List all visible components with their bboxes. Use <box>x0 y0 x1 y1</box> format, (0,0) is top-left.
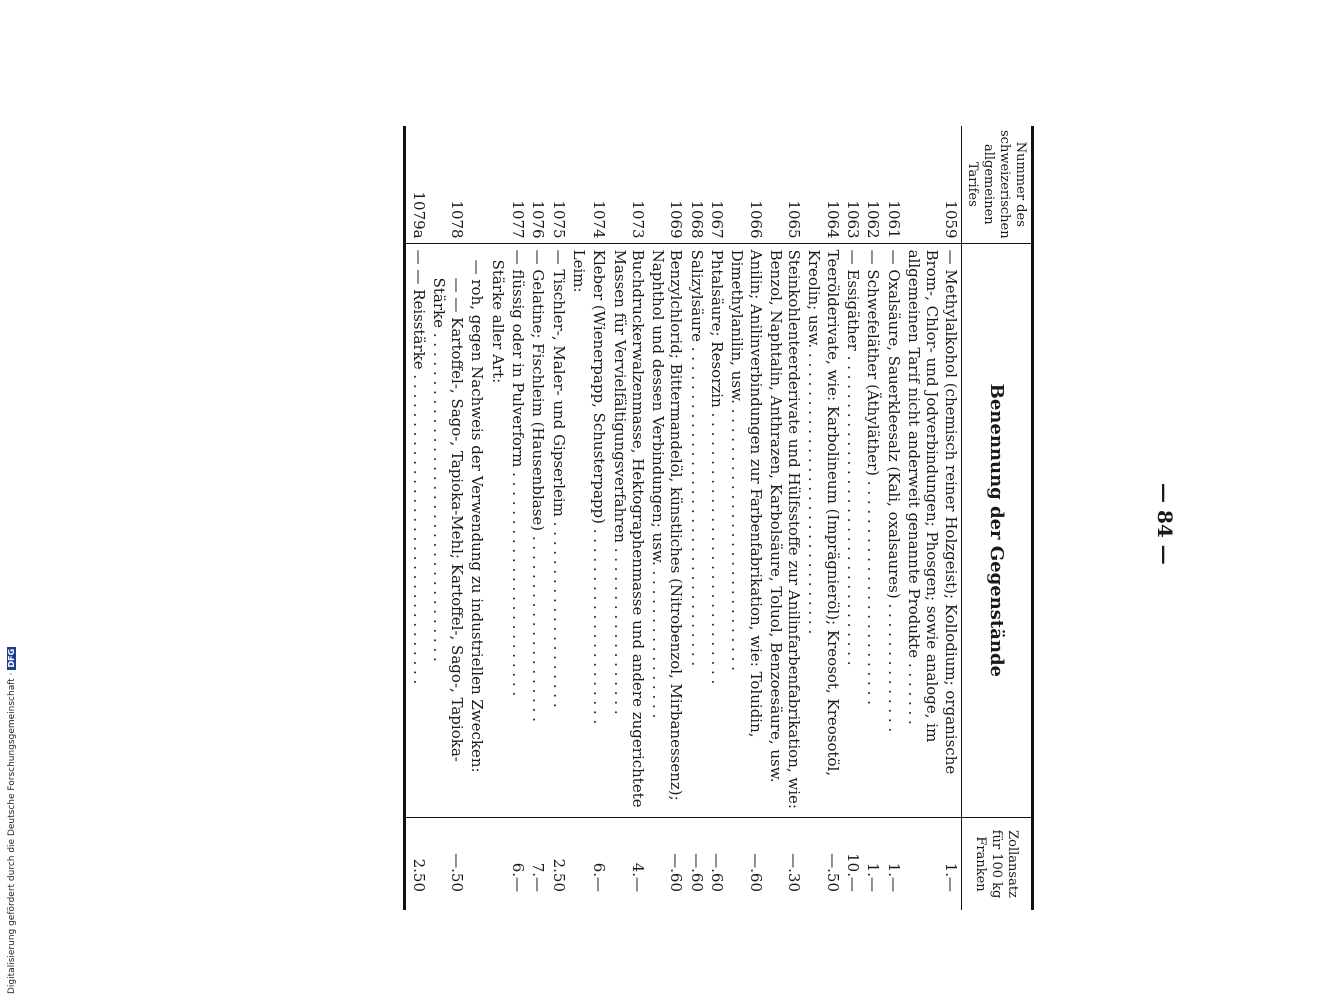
table-row <box>508 126 528 910</box>
table-row <box>648 126 687 910</box>
duty-rate: 6.— <box>509 862 528 892</box>
footer-text: Digitalisierung gefördert durch die Deutsche Forschungsgemeinschaft · <box>7 672 17 994</box>
tariff-number: 1074 <box>590 200 609 239</box>
table-row <box>707 126 727 910</box>
duty-rate: 1.— <box>864 862 883 892</box>
tariff-number: 1077 <box>509 200 528 239</box>
duty-rate: 1.— <box>884 862 903 892</box>
tariff-number: 1079a <box>405 126 429 243</box>
item-description: Leim: <box>569 243 589 817</box>
tariff-number: 1064 <box>823 200 842 239</box>
item-description: — flüssig oder in Pulverform . . . . . . . . . . . . . . . . . . . . . . . . <box>508 243 528 817</box>
table-row <box>528 126 548 910</box>
item-description: Buchdruckerwalzenmasse, Hektographenmasse und andere zugerichtete Massen für Vervielfältigungsverfahren . . . . . . . . . . . . . . . . . . <box>609 243 648 817</box>
item-description: — — Reisstärke . . . . . . . . . . . . . . . . . . . . . . . . . . . . . . . . . <box>405 243 429 817</box>
table-row <box>727 126 766 910</box>
duty-rate <box>569 818 589 911</box>
table-body <box>405 126 961 910</box>
table-row <box>686 126 706 910</box>
duty-rate: 10.— <box>844 853 863 892</box>
table-row <box>569 126 589 910</box>
dfg-logo: DFG <box>7 648 16 668</box>
duty-rate: —.60 <box>708 853 726 892</box>
tariff-number: 1063 <box>844 200 863 239</box>
tariff-number: 1076 <box>529 200 548 239</box>
tariff-number: 1059 <box>941 200 960 239</box>
item-description: — Methylalkohol (chemisch reiner Holzgeist); Kollodium; organische Brom-, Chlor- und Jodverbindungen; Phosgen; sowie analoge, im allgemeinen Tarif nicht anderweit genannte Produkte . . . . . . . <box>904 243 961 817</box>
item-description: — Essigäther . . . . . . . . . . . . . . . . . . . . . . . . . . . . . . . . . <box>843 243 863 817</box>
table-header-row <box>961 126 1032 910</box>
header-description: Benennung der Gegenstände <box>961 243 1032 817</box>
table-row <box>863 126 883 910</box>
tariff-number <box>569 126 589 243</box>
item-description: — Tischler-, Maler- und Gipserleim . . . . . . . . . . . . . . . . . . . . <box>548 243 568 817</box>
table-row <box>467 126 487 910</box>
item-description: Phtalsäure; Resorzin . . . . . . . . . . . . . . . . . . . . . . . . . . . . . <box>707 243 727 817</box>
tariff-number: 1069 <box>667 200 686 239</box>
header-rate: Zollansatz für 100 kg Franken <box>961 818 1032 911</box>
duty-rate: 2.50 <box>405 818 429 911</box>
tariff-number: 1073 <box>628 200 647 239</box>
tariff-number <box>487 126 507 243</box>
table-row <box>883 126 903 910</box>
page-number: — 84 — <box>1153 483 1177 565</box>
table-row <box>589 126 609 910</box>
rotated-table <box>250 126 1034 910</box>
table-row <box>766 126 805 910</box>
table-row <box>429 126 468 910</box>
item-description: — Schwefeläther (Äthyläther) . . . . . . . . . . . . . . . . . . . . . . . . <box>863 243 883 817</box>
table-row <box>904 126 961 910</box>
duty-rate: 4.— <box>628 862 647 892</box>
item-description: — Oxalsäure, Sauerkleesalz (Kali, oxalsaures) . . . . . . . . . . . . . . <box>883 243 903 817</box>
tariff-number: 1068 <box>687 200 706 239</box>
tariff-number: 1078 <box>448 200 467 239</box>
duty-rate: —.50 <box>823 853 842 892</box>
item-description: Anilin; Anilinverbindungen zur Farbenfabrikation, wie: Toluidin, Dimethylanilin, usw. . . . . . . . . . . . . . . . . . . . . . . . . . . . . <box>727 243 766 817</box>
duty-rate <box>487 818 507 911</box>
footer-credit <box>7 647 17 994</box>
item-description: Teerölderivate, wie: Karbolineum (Imprägnieröl); Kreosot, Kreosotöl, Kreolin; usw. . . . . . . . . . . . . . . . . . . . . . . . . . . . . . . <box>804 243 843 817</box>
tariff-table <box>403 126 1034 910</box>
item-description: Salizylsäure . . . . . . . . . . . . . . . . . . . . . . . . . . . . . . . . . . <box>686 243 706 817</box>
tariff-number: 1075 <box>549 200 568 239</box>
tariff-number: 1062 <box>864 200 883 239</box>
item-description: — roh, gegen Nachweis der Verwendung zu industriellen Zwecken: <box>467 243 487 817</box>
duty-rate <box>467 818 487 911</box>
duty-rate: —.60 <box>667 853 686 892</box>
item-description: — — Kartoffel-, Sago-, Tapioka-Mehl; Kartoffel-, Sago-, Tapioka-Stärke . . . . . . . . . . . . . . . . . . . . . . . . . . . . . . . . . . . <box>429 243 468 817</box>
item-description: Kleber (Wienerpapp, Schusterpapp) . . . . . . . . . . . . . . . . . . . . . <box>589 243 609 817</box>
tariff-number: 1061 <box>884 200 903 239</box>
tariff-number: 1067 <box>708 200 726 239</box>
item-description: Steinkohlenteerderivate und Hülfsstoffe zur Anilinfarbenfabrikation, wie: Benzol, Naphtalin, Anthrazen, Karbolsäure, Toluol, Benzoesäure, usw. <box>766 243 805 817</box>
item-description: — Gelatine; Fischleim (Hausenblase) . . . . . . . . . . . . . . . . . . . . <box>528 243 548 817</box>
tariff-table-container <box>250 126 1034 910</box>
table-row <box>804 126 843 910</box>
table-row <box>405 126 429 910</box>
table-row <box>487 126 507 910</box>
duty-rate: —.60 <box>746 853 765 892</box>
table-row <box>609 126 648 910</box>
tariff-number <box>467 126 487 243</box>
duty-rate: 7.— <box>529 862 548 892</box>
duty-rate: —.50 <box>448 853 467 892</box>
duty-rate: —.30 <box>785 853 804 892</box>
duty-rate: 6.— <box>590 862 609 892</box>
item-description: Benzylchlorid; Bittermandelöl, künstliches (Nitrobenzol, Mirbanessenz); Naphthol und dessen Verbindungen; usw. . . . . . . . . . . . . . . . . <box>648 243 687 817</box>
tariff-number: 1066 <box>746 200 765 239</box>
duty-rate: —.60 <box>687 853 706 892</box>
duty-rate: 1.— <box>941 862 960 892</box>
header-number: Nummer des schweizerischen allgemeinen Tarifes <box>961 126 1032 243</box>
table-row <box>548 126 568 910</box>
item-description: Stärke aller Art: <box>487 243 507 817</box>
duty-rate: 2.50 <box>549 858 568 892</box>
tariff-number: 1065 <box>785 200 804 239</box>
table-row <box>843 126 863 910</box>
